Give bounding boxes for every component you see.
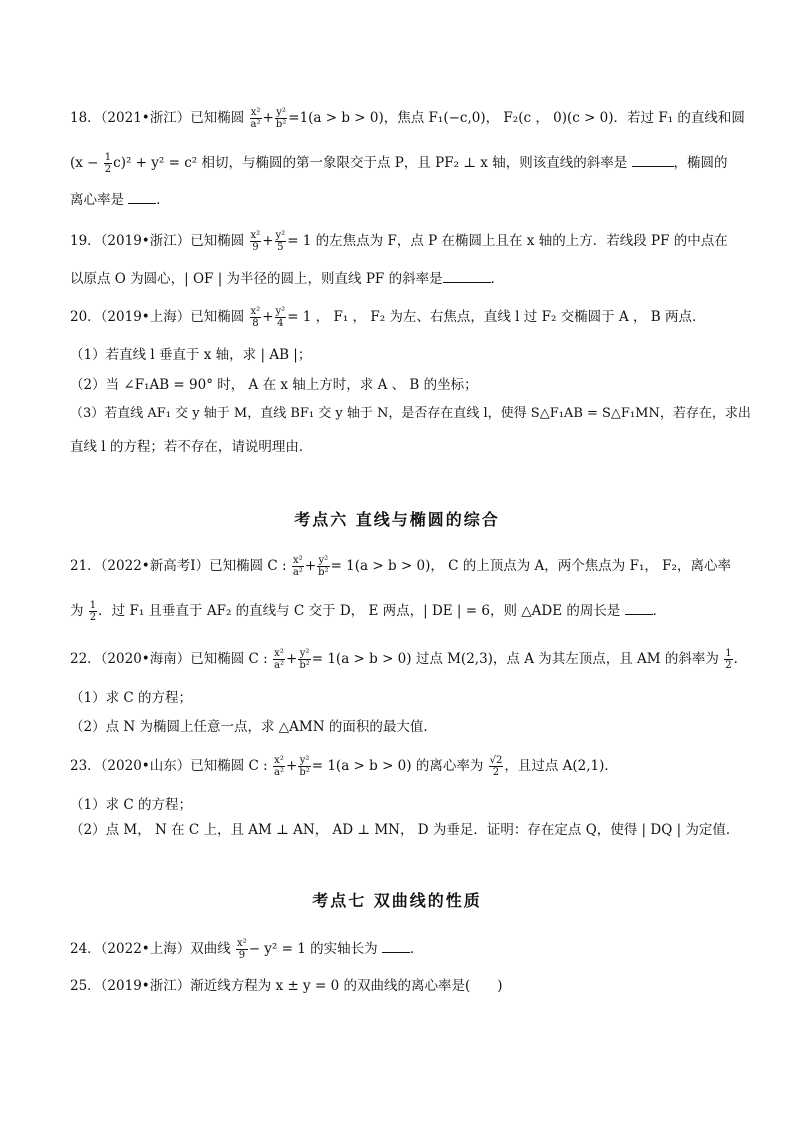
fraction-x2-8: $\frac{\text{x²}}{8}$ (250, 306, 261, 329)
problem-18-text-1: =1(a > b > 0)，焦点 F₁(−c,0)， F₂(c ， 0)(c > 0)．若过 F₁ 的直线和圆 (288, 110, 745, 126)
problem-22-line-1: 22．（2020•海南）已知椭圆 C : $\frac{\text{x²}}{\text{a²}}$ + $\frac{\text{y²}}{\text{b²}}$ = 1(a > b > 0) 过点 M(2,3)，点 A 为其左顶点，且 AM 的斜率为 $\frac{1}{2}$ ． (70, 648, 748, 671)
fraction-x2-a2: $\frac{\text{x²}}{\text{a²}}$ (250, 107, 261, 130)
problem-20-sub-4: 直线 l 的方程；若不存在，请说明理由． (70, 439, 313, 455)
fraction-x2-9: $\frac{\text{x²}}{9}$ (237, 938, 247, 961)
fraction-one-half: $\frac{1}{2}$ (89, 600, 97, 623)
fraction-sqrt2-2: $\frac{√2}{2}$ (489, 755, 503, 778)
section-heading-7: 考点七 双曲线的性质 (312, 891, 482, 910)
problem-18-line-3: 离心率是 ． (70, 192, 170, 208)
problem-20-sub-1: （1）若直线 l 垂直于 x 轴，求 | AB |； (70, 347, 312, 363)
fraction-y2-5: $\frac{\text{y²}}{5}$ (275, 230, 286, 253)
problem-19-line-2: 以原点 O 为圆心，| OF | 为半径的圆上，则直线 PF 的斜率是 ． (70, 271, 505, 287)
fraction-y2-b2: $\frac{\text{y²}}{\text{b²}}$ (318, 555, 329, 578)
fraction-one-half: $\frac{1}{2}$ (725, 648, 732, 671)
problem-22-sub-1: （1）求 C 的方程； (70, 690, 193, 706)
fraction-x2-a2: $\frac{\text{x²}}{\text{a²}}$ (274, 755, 284, 778)
problem-19-line-1: 19．（2019•浙江）已知椭圆 $\frac{\text{x²}}{9}$ + $\frac{\text{y²}}{5}$ = 1 的左焦点为 F，点 P 在椭圆上且在 x 轴的上方．若线段 PF 的中点在 (70, 230, 728, 253)
problem-18-text-2: c)² + y² = c² 相切，与椭圆的第一象限交于点 P，且 PF₂ ⊥ x 轴，则该直线的斜率是 (113, 155, 628, 171)
problem-24-line-1: 24．（2022•上海）双曲线 $\frac{\text{x²}}{9}$ − y² = 1 的实轴长为 ． (70, 938, 424, 961)
problem-23-sub-2: （2）点 M， N 在 C 上，且 AM ⊥ AN， AD ⊥ MN， D 为垂足．证明：存在定点 Q，使得 | DQ | 为定值． (70, 822, 740, 838)
problem-21-line-1: 21．（2022•新高考Ⅰ）已知椭圆 C : $\frac{\text{x²}}{\text{a²}}$ + $\frac{\text{y²}}{\text{b²}}$ = 1(a > b > 0)， C 的上顶点为 A，两个焦点为 F₁， F₂，离心率 (70, 555, 731, 578)
problem-23-line-1: 23．（2020•山东）已知椭圆 C : $\frac{\text{x²}}{\text{a²}}$ + $\frac{\text{y²}}{\text{b²}}$ = 1(a > b > 0) 的离心率为 $\frac{√2}{2}$ ，且过点 A(2,1)． (70, 755, 618, 778)
fraction-y2-b2: $\frac{\text{y²}}{\text{b²}}$ (299, 755, 310, 778)
fraction-y2-b2: $\frac{\text{y²}}{\text{b²}}$ (275, 107, 287, 130)
problem-21-line-2: 为 $\frac{1}{2}$ ．过 F₁ 且垂直于 AF₂ 的直线与 C 交于 D， E 两点，| DE | = 6，则 △ADE 的周长是 ． (70, 600, 667, 623)
problem-18-line-2: (x − $\frac{1}{2}$ c)² + y² = c² 相切，与椭圆的第一象限交于点 P，且 PF₂ ⊥ x 轴，则该直线的斜率是 ，椭圆的 (70, 152, 728, 175)
fraction-one-half: $\frac{1}{2}$ (104, 152, 112, 175)
problem-23-sub-1: （1）求 C 的方程； (70, 797, 193, 813)
problem-25-line-1: 25．（2019•浙江）渐近线方程为 x ± y = 0 的双曲线的离心率是( ) (70, 978, 503, 994)
problem-18-line-1: 18．（2021•浙江）已知椭圆 $\frac{\text{x²}}{\text{a²}}$ + $\frac{\text{y²}}{\text{b²}}$ =1(a > b > 0)，焦点 F₁(−c,0)， F₂(c ， 0)(c > 0)．若过 F₁ 的直线和圆 (70, 107, 745, 130)
answer-blank[interactable] (128, 191, 156, 204)
fraction-x2-9: $\frac{\text{x²}}{9}$ (250, 230, 261, 253)
problem-18-intro: 18．（2021•浙江）已知椭圆 (70, 110, 245, 126)
answer-blank[interactable] (632, 154, 674, 167)
problem-20-line-1: 20．（2019•上海）已知椭圆 $\frac{\text{x²}}{8}$ + $\frac{\text{y²}}{4}$ = 1 ， F₁ ， F₂ 为左、右焦点，直线 l 过 F₂ 交椭圆于 A ， B 两点． (70, 306, 706, 329)
fraction-x2-a2: $\frac{\text{x²}}{\text{a²}}$ (274, 648, 284, 671)
answer-blank[interactable] (625, 602, 653, 615)
fraction-y2-4: $\frac{\text{y²}}{4}$ (275, 306, 286, 329)
problem-20-sub-2: （2）当 ∠F₁AB = 90° 时， A 在 x 轴上方时，求 A 、 B 的坐标； (70, 377, 478, 393)
problem-20-sub-3: （3）若直线 AF₁ 交 y 轴于 M，直线 BF₁ 交 y 轴于 N，是否存在直线 l，使得 S△F₁AB = S△F₁MN，若存在，求出 (70, 406, 751, 421)
problem-22-sub-2: （2）点 N 为椭圆上任意一点，求 △AMN 的面积的最大值． (70, 719, 437, 735)
fraction-x2-a2: $\frac{\text{x²}}{\text{a²}}$ (292, 555, 303, 578)
section-heading-6: 考点六 直线与椭圆的综合 (294, 510, 500, 529)
fraction-y2-b2: $\frac{\text{y²}}{\text{b²}}$ (299, 648, 310, 671)
answer-blank[interactable] (382, 940, 410, 953)
answer-blank[interactable] (443, 270, 491, 283)
